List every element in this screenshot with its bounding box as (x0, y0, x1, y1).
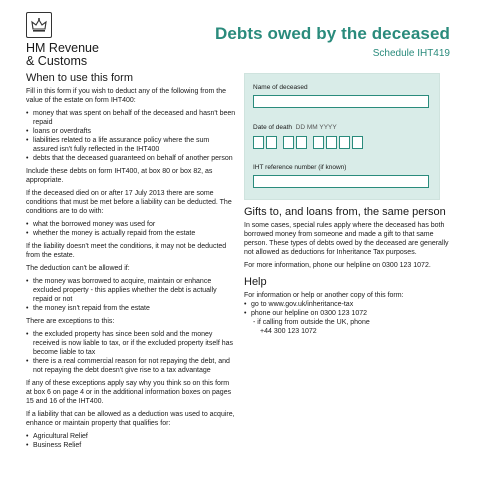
iht-reference-input[interactable] (253, 175, 429, 188)
year-digit-4[interactable] (352, 136, 363, 149)
day-digit-2[interactable] (266, 136, 277, 149)
helpline-item: • phone our helpline on 0300 123 1072 (244, 309, 454, 318)
gov-uk-link[interactable]: • go to www.gov.uk/inheritance-tax (244, 300, 454, 309)
help-list (244, 300, 454, 318)
hmrc-logo (26, 12, 146, 68)
list-item: • what the borrowed money was used for (26, 220, 236, 229)
list-item: • Agricultural Relief (26, 432, 236, 441)
gifts-and-help-section (244, 208, 454, 336)
when-to-use-section (26, 74, 236, 454)
name-label: Name of deceased (253, 84, 308, 91)
deductible-items-list (26, 109, 236, 163)
include-debts-text: Include these debts on form IHT400, at box 80 or box 82, as appropriate. (26, 168, 213, 184)
iht-reference-label: IHT reference number (if known) (253, 164, 347, 171)
year-digit-1[interactable] (313, 136, 324, 149)
list-item: • whether the money is actually repaid from the estate (26, 229, 236, 238)
date-of-death-input[interactable] (253, 136, 365, 149)
list-item: • the money was borrowed to acquire, maintain or enhance excluded property - this applies whether the debt is actually repaid or not (26, 277, 236, 304)
overseas-number: +44 300 123 1072 (260, 328, 317, 335)
title-block (215, 24, 450, 59)
deduction-not-allowed-text: The deduction can't be allowed if: (26, 265, 130, 272)
conditions-text: If the deceased died on or after 17 July 2013 there are some conditions that must be met before a liability can be deducted. The conditions are to do with: (26, 190, 232, 215)
not-allowed-list (26, 277, 236, 313)
list-item: • liabilities related to a life assurance policy where the sum assured isn't fully reflected in the IHT400 (26, 136, 236, 154)
exceptions-apply-text: If any of these exceptions apply say why you think so on this form at box 6 on page 4 or in the additional information boxes on pages 15 and 16 of the IHT400. (26, 380, 232, 405)
exceptions-text: There are exceptions to this: (26, 318, 115, 325)
gifts-text: In some cases, special rules apply where the deceased has both borrowed money from someone and made a gift to that same person. These types of debts owed by the deceased are generally not allowed as deductions for Inheritance Tax purposes. (244, 222, 449, 256)
crown-crest-icon (26, 12, 52, 38)
deceased-details-form (244, 73, 440, 200)
relief-list (26, 432, 236, 450)
month-digit-1[interactable] (283, 136, 294, 149)
when-intro: Fill in this form if you wish to deduct any of the following from the value of the estate on form IHT400: (26, 88, 226, 104)
list-item: • loans or overdrafts (26, 127, 236, 136)
when-heading: When to use this form (26, 72, 133, 84)
gifts-heading: Gifts to, and loans from, the same person (244, 206, 446, 218)
date-label (253, 124, 337, 131)
overseas-note: - if calling from outside the UK, phone (253, 319, 370, 326)
month-digit-2[interactable] (296, 136, 307, 149)
help-heading: Help (244, 276, 267, 288)
list-item: • the excluded property has since been sold and the money received is now liable to tax, or if the excluded property itself has become liable to tax (26, 330, 236, 357)
relief-text: If a liability that can be allowed as a deduction was used to acquire, enhance or maintain property that qualifies for: (26, 411, 235, 427)
list-item: • debts that the deceased guaranteed on behalf of another person (26, 154, 236, 163)
page-subtitle: Schedule IHT419 (372, 48, 450, 59)
page-title: Debts owed by the deceased (214, 24, 450, 43)
list-item: • money that was spent on behalf of the deceased and hasn't been repaid (26, 109, 236, 127)
name-of-deceased-input[interactable] (253, 95, 429, 108)
year-digit-2[interactable] (326, 136, 337, 149)
gifts-helpline-text: For more information, phone our helpline on 0300 123 1072. (244, 262, 431, 269)
conditions-not-met-text: If the liability doesn't meet the conditions, it may not be deducted from the estate. (26, 243, 227, 259)
year-digit-3[interactable] (339, 136, 350, 149)
help-intro: For information or help or another copy of this form: (244, 292, 404, 299)
org-name-line1: HM Revenue (26, 41, 99, 55)
org-name-line2: & Customs (26, 54, 88, 68)
date-format-hint: DD MM YYYY (295, 124, 337, 131)
conditions-list (26, 220, 236, 238)
list-item: • there is a real commercial reason for not repaying the debt, and not repaying the debt doesn't give rise to a tax advantage (26, 357, 236, 375)
day-digit-1[interactable] (253, 136, 264, 149)
list-item: • the money isn't repaid from the estate (26, 304, 236, 313)
date-of-death-label: Date of death (253, 124, 293, 131)
exceptions-list (26, 330, 236, 375)
list-item: • Business Relief (26, 441, 236, 450)
